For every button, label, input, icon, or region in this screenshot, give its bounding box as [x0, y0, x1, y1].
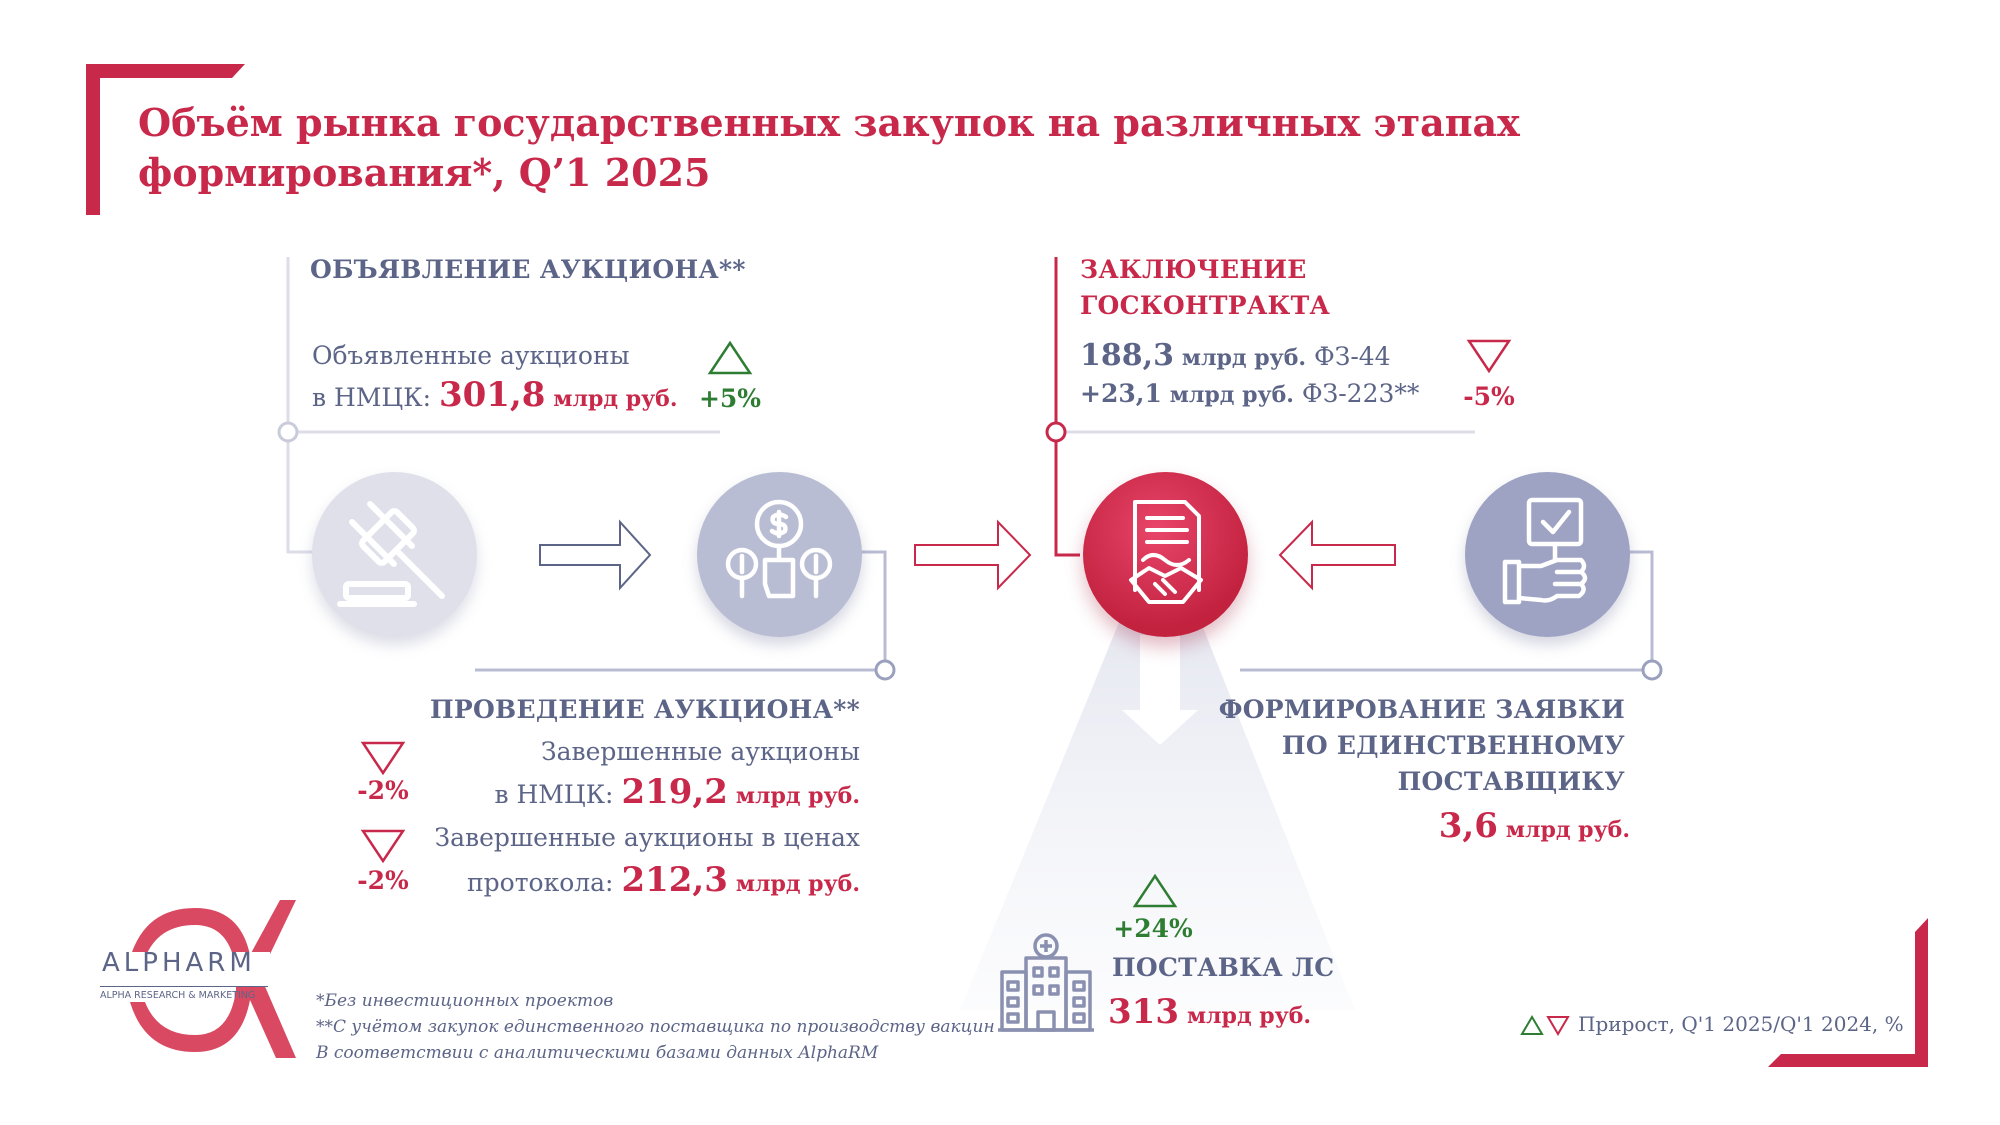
contract-row2: [1080, 374, 1419, 415]
money-bag-icon: [697, 472, 862, 637]
hand-vote-icon: [1465, 472, 1630, 637]
single-supplier-value-line: [1180, 806, 1630, 850]
conduct-row2-change: -2%: [357, 866, 409, 895]
delivery-change: +24%: [1113, 914, 1193, 943]
single-supplier-unit: млрд руб.: [1505, 817, 1630, 843]
logo-divider: [100, 986, 268, 987]
announcement-value: 301,8: [438, 375, 546, 415]
delivery-unit: млрд руб.: [1186, 1003, 1312, 1029]
conduct-row2-prefix: протокола:: [467, 868, 622, 897]
contract-heading-line1: ЗАКЛЮЧЕНИЕ: [1080, 255, 1307, 284]
contract-value2: +23,1: [1080, 379, 1162, 408]
page-title: Объём рынка государственных закупок на различных этапах формирования*, Q’1 2025: [138, 100, 1520, 195]
conduct-row2-value: 212,3: [621, 860, 728, 900]
announcement-change: +5%: [698, 384, 762, 413]
conduct-row1-change: -2%: [357, 776, 409, 805]
conduct-row1-prefix: в НМЦК:: [494, 780, 622, 809]
contract-change: -5%: [1463, 382, 1515, 411]
conduct-row2-value-line: [360, 860, 860, 904]
triangle-down-icon: [360, 740, 406, 776]
single-supplier-heading-line2: ПО ЕДИНСТВЕННОМУ: [1281, 731, 1625, 760]
arrow-right-icon: [915, 522, 1030, 588]
contract-law2: ФЗ-223**: [1301, 379, 1420, 408]
contract-law1: ФЗ-44: [1314, 342, 1391, 371]
delivery-heading: ПОСТАВКА ЛС: [1112, 953, 1335, 982]
legend-triangles-icon: [1520, 1014, 1576, 1038]
gavel-circle: [312, 472, 477, 637]
conduct-row2-unit: млрд руб.: [735, 871, 860, 897]
single-supplier-value: 3,6: [1438, 806, 1498, 846]
footnote-1: *Без инвестиционных проектов: [316, 991, 614, 1011]
logo-name: ALPHARM: [102, 948, 256, 978]
triangle-down-icon: [1466, 338, 1512, 374]
announcement-unit: млрд руб.: [553, 386, 678, 412]
delivery-value-line: [1108, 992, 1311, 1036]
contract-heading-line2: ГОСКОНТРАКТА: [1080, 291, 1331, 320]
hospital-icon: [996, 932, 1096, 1034]
conduct-row1-value: 219,2: [621, 772, 728, 812]
announcement-prefix: в НМЦК:: [312, 383, 439, 412]
contract-row1: [1080, 336, 1391, 378]
legend-label: Прирост, Q'1 2025/Q'1 2024, %: [1578, 1012, 1904, 1036]
conduct-heading: ПРОВЕДЕНИЕ АУКЦИОНА**: [429, 695, 860, 724]
single-supplier-heading-line3: ПОСТАВЩИКУ: [1397, 767, 1625, 796]
delivery-value: 313: [1108, 992, 1179, 1032]
single-supplier-circle: [1465, 472, 1630, 637]
contract-handshake-icon: [1083, 472, 1248, 637]
single-supplier-heading-line1: ФОРМИРОВАНИЕ ЗАЯВКИ: [1218, 695, 1625, 724]
contract-value1: 188,3: [1080, 338, 1174, 373]
money-circle: [697, 472, 862, 637]
conduct-row1-value-line: [360, 772, 860, 816]
footnote-2: **С учётом закупок единственного поставщика по производству вакцин: [316, 1017, 995, 1037]
gavel-icon: [312, 472, 477, 637]
logo-tagline: ALPHA RESEARCH & MARKETING: [100, 990, 256, 1001]
announcement-heading: ОБЪЯВЛЕНИЕ АУКЦИОНА**: [310, 255, 746, 284]
conduct-row1-unit: млрд руб.: [735, 783, 860, 809]
footnote-3: В соответствии с аналитическими базами данных AlphaRM: [316, 1043, 879, 1063]
corner-bracket-bottom-right: [1768, 918, 1928, 1067]
contract-unit2: млрд руб.: [1169, 382, 1294, 408]
contract-circle: [1083, 472, 1248, 637]
arrow-right-icon: [540, 522, 650, 588]
triangle-up-icon: [1132, 873, 1178, 909]
conduct-row2-line1: Завершенные аукционы в ценах: [434, 823, 860, 852]
announcement-value-line: [312, 375, 678, 419]
triangle-down-icon: [360, 828, 406, 864]
arrow-left-icon: [1280, 522, 1395, 588]
conduct-row1-line1: Завершенные аукционы: [541, 737, 860, 766]
triangle-up-icon: [707, 340, 753, 376]
contract-unit1: млрд руб.: [1181, 345, 1307, 371]
announcement-line1: Объявленные аукционы: [312, 341, 630, 370]
